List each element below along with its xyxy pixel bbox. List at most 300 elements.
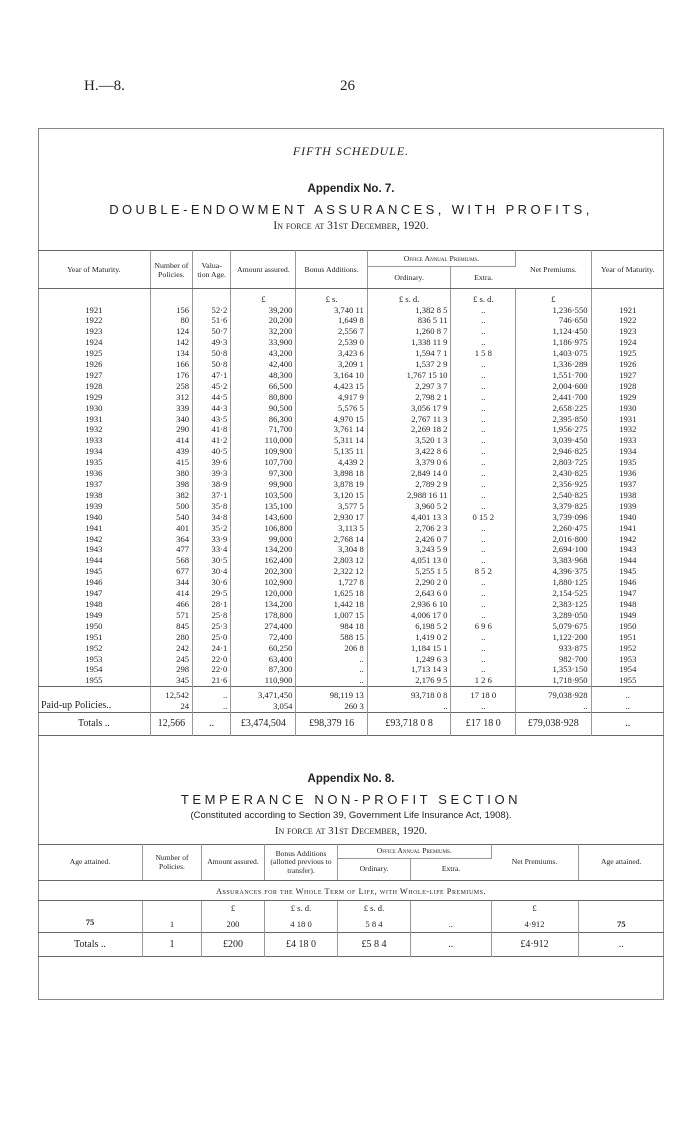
cell: 1921 bbox=[38, 305, 150, 316]
cell: 2,936 6 10 bbox=[367, 599, 451, 610]
cell: .. bbox=[451, 424, 516, 435]
cell: 1951 bbox=[619, 631, 637, 642]
unit8-bonus: £ s. d. bbox=[265, 901, 338, 916]
cell: 21·6 bbox=[193, 675, 231, 686]
cell: 3,304 8 bbox=[296, 544, 367, 555]
cell: 2,004·600 bbox=[516, 381, 591, 392]
cell: 1940 bbox=[38, 512, 150, 523]
cell: 3,054 bbox=[231, 701, 296, 712]
cell: 2,269 18 2 bbox=[367, 424, 451, 435]
cell: 1944 bbox=[38, 555, 150, 566]
cell: 50·8 bbox=[193, 359, 231, 370]
cell: 1,880·125 bbox=[516, 577, 591, 588]
cell: 1929 bbox=[38, 392, 150, 403]
cell: 1935 bbox=[38, 457, 150, 468]
cell: 1 5 8 bbox=[451, 348, 516, 359]
table-row bbox=[38, 414, 664, 425]
cell: 2,426 0 7 bbox=[367, 534, 451, 545]
cell: .. bbox=[625, 690, 630, 701]
totals-row bbox=[38, 933, 664, 957]
appendix7-table bbox=[38, 250, 664, 736]
cell: Totals .. bbox=[38, 933, 143, 957]
cell: 2,356·925 bbox=[516, 479, 591, 490]
cell: 340 bbox=[150, 414, 192, 425]
cell: 1937 bbox=[619, 479, 637, 489]
table-row bbox=[38, 381, 664, 392]
cell: 477 bbox=[150, 544, 192, 555]
appendix7-title: DOUBLE-ENDOWMENT ASSURANCES, WITH PROFITS, bbox=[109, 202, 593, 217]
cell: .. bbox=[451, 370, 516, 381]
cell: 79,038·928 bbox=[516, 687, 591, 701]
cell: 1926 bbox=[38, 359, 150, 370]
cell: .. bbox=[451, 588, 516, 599]
cell: 4,006 17 0 bbox=[367, 610, 451, 621]
table-row bbox=[38, 359, 664, 370]
table-row bbox=[38, 632, 664, 643]
cell: 3,520 1 3 bbox=[367, 435, 451, 446]
cell: .. bbox=[411, 915, 492, 933]
table-row bbox=[38, 315, 664, 326]
cell: 2,430·825 bbox=[516, 468, 591, 479]
cell: 3,422 8 6 bbox=[367, 446, 451, 457]
table-row bbox=[38, 610, 664, 621]
cell bbox=[38, 687, 150, 701]
cell: 1932 bbox=[619, 424, 637, 435]
cell: 3,379·825 bbox=[516, 501, 591, 512]
col8-ordinary: Ordinary. bbox=[338, 859, 411, 881]
table-row bbox=[38, 664, 664, 675]
cell: 1938 bbox=[619, 489, 637, 500]
table-row bbox=[38, 446, 664, 457]
cell: 1952 bbox=[619, 642, 637, 653]
cell: 2,789 2 9 bbox=[367, 479, 451, 490]
cell: 2,383·125 bbox=[516, 599, 591, 610]
cell: 1,124·450 bbox=[516, 326, 591, 337]
table-row bbox=[38, 577, 664, 588]
cell: 1,260 8 7 bbox=[367, 326, 451, 337]
cell: 2,540·825 bbox=[516, 490, 591, 501]
cell: 3,289·050 bbox=[516, 610, 591, 621]
cell: 1,537 2 9 bbox=[367, 359, 451, 370]
cell: Paid-up Policies.. bbox=[38, 701, 150, 712]
cell: 1,956·275 bbox=[516, 424, 591, 435]
cell: 1941 bbox=[38, 523, 150, 534]
cell: 44·3 bbox=[193, 403, 231, 414]
cell: 86,300 bbox=[231, 414, 296, 425]
cell: 32,200 bbox=[231, 326, 296, 337]
cell: 1934 bbox=[38, 446, 150, 457]
cell: £4 18 0 bbox=[265, 933, 338, 957]
cell: 4·912 bbox=[491, 915, 578, 933]
col-office: Office Annual Premiums. bbox=[367, 251, 515, 267]
cell: 1949 bbox=[38, 610, 150, 621]
cell: 290 bbox=[150, 424, 192, 435]
cell: 588 15 bbox=[296, 632, 367, 643]
table-row bbox=[38, 654, 664, 665]
cell: 1,186·975 bbox=[516, 337, 591, 348]
cell: 142 bbox=[150, 337, 192, 348]
cell: .. bbox=[296, 675, 367, 686]
cell: .. bbox=[367, 701, 451, 712]
cell: 1921 bbox=[619, 304, 637, 315]
cell: 72,400 bbox=[231, 632, 296, 643]
cell: .. bbox=[193, 701, 231, 712]
cell: 4,051 13 0 bbox=[367, 555, 451, 566]
cell: 984 18 bbox=[296, 621, 367, 632]
cell: 1955 bbox=[38, 675, 150, 686]
table-row bbox=[38, 915, 664, 933]
cell: 1933 bbox=[38, 435, 150, 446]
cell: 48,300 bbox=[231, 370, 296, 381]
cell: 120,000 bbox=[231, 588, 296, 599]
cell: 50·8 bbox=[193, 348, 231, 359]
cell: .. bbox=[411, 933, 492, 957]
cell: 3,113 5 bbox=[296, 523, 367, 534]
cell: 439 bbox=[150, 446, 192, 457]
cell: 24 bbox=[150, 701, 192, 712]
cell: .. bbox=[451, 381, 516, 392]
cell: .. bbox=[451, 490, 516, 501]
cell: 2,849 14 0 bbox=[367, 468, 451, 479]
cell: 87,300 bbox=[231, 664, 296, 675]
cell: .. bbox=[451, 632, 516, 643]
cell: 29·5 bbox=[193, 588, 231, 599]
subtotal-row bbox=[38, 687, 664, 701]
cell: 1928 bbox=[38, 381, 150, 392]
cell: .. bbox=[451, 599, 516, 610]
cell: 3,471,450 bbox=[231, 687, 296, 701]
cell: .. bbox=[451, 457, 516, 468]
appendix7-heading: Appendix No. 7. bbox=[307, 183, 395, 195]
cell: 1,007 15 bbox=[296, 610, 367, 621]
cell: 1,767 15 10 bbox=[367, 370, 451, 381]
page-number: 26 bbox=[340, 78, 355, 94]
cell: 5,255 1 5 bbox=[367, 566, 451, 577]
cell: 1942 bbox=[619, 533, 637, 544]
cell: 4,917 9 bbox=[296, 392, 367, 403]
appendix8-subtitle: In force at 31st December, 1920. bbox=[274, 825, 428, 837]
cell: 99,900 bbox=[231, 479, 296, 490]
cell: 1931 bbox=[38, 414, 150, 425]
cell: 1,625 18 bbox=[296, 588, 367, 599]
cell: .. bbox=[451, 326, 516, 337]
appendix8-heading: Appendix No. 8. bbox=[307, 773, 395, 785]
cell: 25·0 bbox=[193, 632, 231, 643]
cell: 1938 bbox=[38, 490, 150, 501]
table-row bbox=[38, 479, 664, 490]
cell: 1952 bbox=[38, 643, 150, 654]
cell: 5 8 4 bbox=[338, 915, 411, 933]
cell: .. bbox=[451, 534, 516, 545]
cell: £98,379 16 bbox=[296, 713, 367, 736]
table-row bbox=[38, 643, 664, 654]
cell: 345 bbox=[150, 675, 192, 686]
cell: .. bbox=[296, 654, 367, 665]
table-row bbox=[38, 435, 664, 446]
table-row bbox=[38, 468, 664, 479]
cell: 45·2 bbox=[193, 381, 231, 392]
cell: 134,200 bbox=[231, 599, 296, 610]
cell: 1927 bbox=[619, 369, 637, 380]
cell: 22·0 bbox=[193, 664, 231, 675]
cell: 42,400 bbox=[231, 359, 296, 370]
cell: £3,474,504 bbox=[231, 713, 296, 736]
cell: 103,500 bbox=[231, 490, 296, 501]
cell: 380 bbox=[150, 468, 192, 479]
cell: 2,395·850 bbox=[516, 414, 591, 425]
unit-bonus: £ s. bbox=[296, 289, 367, 305]
cell: 245 bbox=[150, 654, 192, 665]
cell: 1954 bbox=[38, 664, 150, 675]
cell: 2,798 2 1 bbox=[367, 392, 451, 403]
col-valuation: Valua-tion Age. bbox=[193, 251, 231, 289]
cell: 30·5 bbox=[193, 555, 231, 566]
cell: .. bbox=[451, 610, 516, 621]
cell: 1939 bbox=[38, 501, 150, 512]
cell: 4,439 2 bbox=[296, 457, 367, 468]
unit-net: £ bbox=[516, 289, 591, 305]
cell: 35·8 bbox=[193, 501, 231, 512]
cell: 106,800 bbox=[231, 523, 296, 534]
cell: 1936 bbox=[619, 468, 637, 479]
cell: 75 bbox=[616, 918, 626, 929]
cell: 33·9 bbox=[193, 534, 231, 545]
cell: 677 bbox=[150, 566, 192, 577]
cell: 52·2 bbox=[193, 305, 231, 316]
cell: 5,576 5 bbox=[296, 403, 367, 414]
cell: 2,154·525 bbox=[516, 588, 591, 599]
cell: .. bbox=[451, 337, 516, 348]
cell: 1937 bbox=[38, 479, 150, 490]
cell: 3,209 1 bbox=[296, 359, 367, 370]
cell: 66,500 bbox=[231, 381, 296, 392]
cell: 1930 bbox=[619, 402, 637, 413]
cell: £200 bbox=[202, 933, 265, 957]
cell: .. bbox=[193, 687, 231, 701]
cell: 1932 bbox=[38, 424, 150, 435]
cell: 1954 bbox=[619, 664, 637, 675]
cell: 1946 bbox=[38, 577, 150, 588]
cell: 1,727 8 bbox=[296, 577, 367, 588]
cell: 156 bbox=[150, 305, 192, 316]
col8-number: Number of Policies. bbox=[143, 845, 202, 881]
cell: 1939 bbox=[619, 500, 637, 511]
table-row bbox=[38, 305, 664, 316]
cell: 110,900 bbox=[231, 675, 296, 686]
cell: 339 bbox=[150, 403, 192, 414]
cell: 2,988 16 11 bbox=[367, 490, 451, 501]
cell: 178,800 bbox=[231, 610, 296, 621]
cell: 41·2 bbox=[193, 435, 231, 446]
cell: .. bbox=[451, 414, 516, 425]
cell: 1,713 14 3 bbox=[367, 664, 451, 675]
cell: .. bbox=[451, 359, 516, 370]
cell: 99,000 bbox=[231, 534, 296, 545]
cell: 1926 bbox=[619, 359, 637, 370]
cell: 258 bbox=[150, 381, 192, 392]
cell: 50·7 bbox=[193, 326, 231, 337]
cell: Totals .. bbox=[38, 713, 150, 736]
cell: 3,164 10 bbox=[296, 370, 367, 381]
cell: 298 bbox=[150, 664, 192, 675]
cell: 4,423 15 bbox=[296, 381, 367, 392]
unit-amount: £ bbox=[231, 289, 296, 305]
cell: 3,039·450 bbox=[516, 435, 591, 446]
cell: 5,135 11 bbox=[296, 446, 367, 457]
cell: 500 bbox=[150, 501, 192, 512]
cell: 93,718 0 8 bbox=[367, 687, 451, 701]
cell: .. bbox=[451, 654, 516, 665]
cell: 162,400 bbox=[231, 555, 296, 566]
cell: 20,200 bbox=[231, 315, 296, 326]
cell: .. bbox=[451, 446, 516, 457]
cell: 1,442 18 bbox=[296, 599, 367, 610]
cell: 2,556 7 bbox=[296, 326, 367, 337]
col8-extra: Extra. bbox=[411, 859, 492, 881]
cell: 25·8 bbox=[193, 610, 231, 621]
table-row bbox=[38, 337, 664, 348]
cell: 109,900 bbox=[231, 446, 296, 457]
cell: 37·1 bbox=[193, 490, 231, 501]
cell: 1929 bbox=[619, 391, 637, 402]
cell: 836 5 11 bbox=[367, 315, 451, 326]
table-row bbox=[38, 599, 664, 610]
cell: 39,200 bbox=[231, 305, 296, 316]
cell: 933·875 bbox=[516, 643, 591, 654]
cell: .. bbox=[618, 939, 624, 950]
table-row bbox=[38, 326, 664, 337]
cell: 2,322 12 bbox=[296, 566, 367, 577]
col8-age2: Age attained. bbox=[578, 845, 664, 881]
cell: 4 18 0 bbox=[265, 915, 338, 933]
cell: 1933 bbox=[619, 435, 637, 446]
cell: .. bbox=[451, 479, 516, 490]
cell: 344 bbox=[150, 577, 192, 588]
cell: 22·0 bbox=[193, 654, 231, 665]
cell: 466 bbox=[150, 599, 192, 610]
table-row bbox=[38, 403, 664, 414]
cell: 1 bbox=[143, 933, 202, 957]
table-row bbox=[38, 544, 664, 555]
appendix8-table bbox=[38, 844, 664, 957]
cell: £4·912 bbox=[491, 933, 578, 957]
cell: 1928 bbox=[619, 380, 637, 391]
cell: £93,718 0 8 bbox=[367, 713, 451, 736]
cell: 1927 bbox=[38, 370, 150, 381]
cell: 401 bbox=[150, 523, 192, 534]
table-row bbox=[38, 490, 664, 501]
cell: .. bbox=[451, 468, 516, 479]
cell: 3,761 14 bbox=[296, 424, 367, 435]
cell: 51·6 bbox=[193, 315, 231, 326]
cell: 2,539 0 bbox=[296, 337, 367, 348]
cell: 44·5 bbox=[193, 392, 231, 403]
cell: 34·8 bbox=[193, 512, 231, 523]
cell: 8 5 2 bbox=[451, 566, 516, 577]
cell: 1 bbox=[143, 915, 202, 933]
cell: 845 bbox=[150, 621, 192, 632]
cell: 1,122·200 bbox=[516, 632, 591, 643]
cell: 1951 bbox=[38, 632, 150, 643]
cell: 1953 bbox=[38, 654, 150, 665]
table-row bbox=[38, 566, 664, 577]
col-amount: Amount assured. bbox=[231, 251, 296, 289]
cell: .. bbox=[451, 501, 516, 512]
table-row bbox=[38, 555, 664, 566]
cell: 135,100 bbox=[231, 501, 296, 512]
cell: .. bbox=[451, 403, 516, 414]
cell: 107,700 bbox=[231, 457, 296, 468]
table-row bbox=[38, 348, 664, 359]
cell: 1 2 6 bbox=[451, 675, 516, 686]
cell: 38·9 bbox=[193, 479, 231, 490]
cell: 568 bbox=[150, 555, 192, 566]
cell: 124 bbox=[150, 326, 192, 337]
cell: 6,198 5 2 bbox=[367, 621, 451, 632]
table-row bbox=[38, 588, 664, 599]
cell: 200 bbox=[202, 915, 265, 933]
cell: 3,960 5 2 bbox=[367, 501, 451, 512]
cell: 415 bbox=[150, 457, 192, 468]
cell: 982·700 bbox=[516, 654, 591, 665]
table-row bbox=[38, 512, 664, 523]
cell: 1924 bbox=[38, 337, 150, 348]
cell: 2,441·700 bbox=[516, 392, 591, 403]
table-row bbox=[38, 523, 664, 534]
cell: 33,900 bbox=[231, 337, 296, 348]
cell: 2,803 12 bbox=[296, 555, 367, 566]
cell: .. bbox=[451, 577, 516, 588]
cell: 33·4 bbox=[193, 544, 231, 555]
cell: 39·6 bbox=[193, 457, 231, 468]
col-extra: Extra. bbox=[451, 267, 516, 289]
cell: 2,767 11 3 bbox=[367, 414, 451, 425]
unit8-net: £ bbox=[491, 901, 578, 916]
cell: 1925 bbox=[38, 348, 150, 359]
unit-extra: £ s. d. bbox=[451, 289, 516, 305]
cell: 1947 bbox=[38, 588, 150, 599]
unit8-amount: £ bbox=[202, 901, 265, 916]
cell: 102,900 bbox=[231, 577, 296, 588]
cell: 47·1 bbox=[193, 370, 231, 381]
cell: 1955 bbox=[619, 675, 637, 686]
cell: 98,119 13 bbox=[296, 687, 367, 701]
cell: 1950 bbox=[619, 620, 637, 631]
cell: 43·5 bbox=[193, 414, 231, 425]
cell: 2,706 2 3 bbox=[367, 523, 451, 534]
cell: 1940 bbox=[619, 511, 637, 522]
col8-net: Net Premiums. bbox=[491, 845, 578, 881]
cell: 3,056 17 9 bbox=[367, 403, 451, 414]
cell: 1,184 15 1 bbox=[367, 643, 451, 654]
cell: 364 bbox=[150, 534, 192, 545]
cell: 97,300 bbox=[231, 468, 296, 479]
cell: 80,800 bbox=[231, 392, 296, 403]
cell: 1945 bbox=[619, 566, 637, 577]
cell: 63,400 bbox=[231, 654, 296, 665]
cell: .. bbox=[296, 664, 367, 675]
col-year2: Year of Maturity. bbox=[591, 251, 664, 289]
cell: 49·3 bbox=[193, 337, 231, 348]
cell: .. bbox=[451, 643, 516, 654]
cell: 1922 bbox=[38, 315, 150, 326]
appendix8-title: TEMPERANCE NON-PROFIT SECTION bbox=[180, 792, 522, 807]
cell: 1,403·075 bbox=[516, 348, 591, 359]
cell: 5,079·675 bbox=[516, 621, 591, 632]
cell: 2,016·800 bbox=[516, 534, 591, 545]
cell: 71,700 bbox=[231, 424, 296, 435]
cell: 110,000 bbox=[231, 435, 296, 446]
